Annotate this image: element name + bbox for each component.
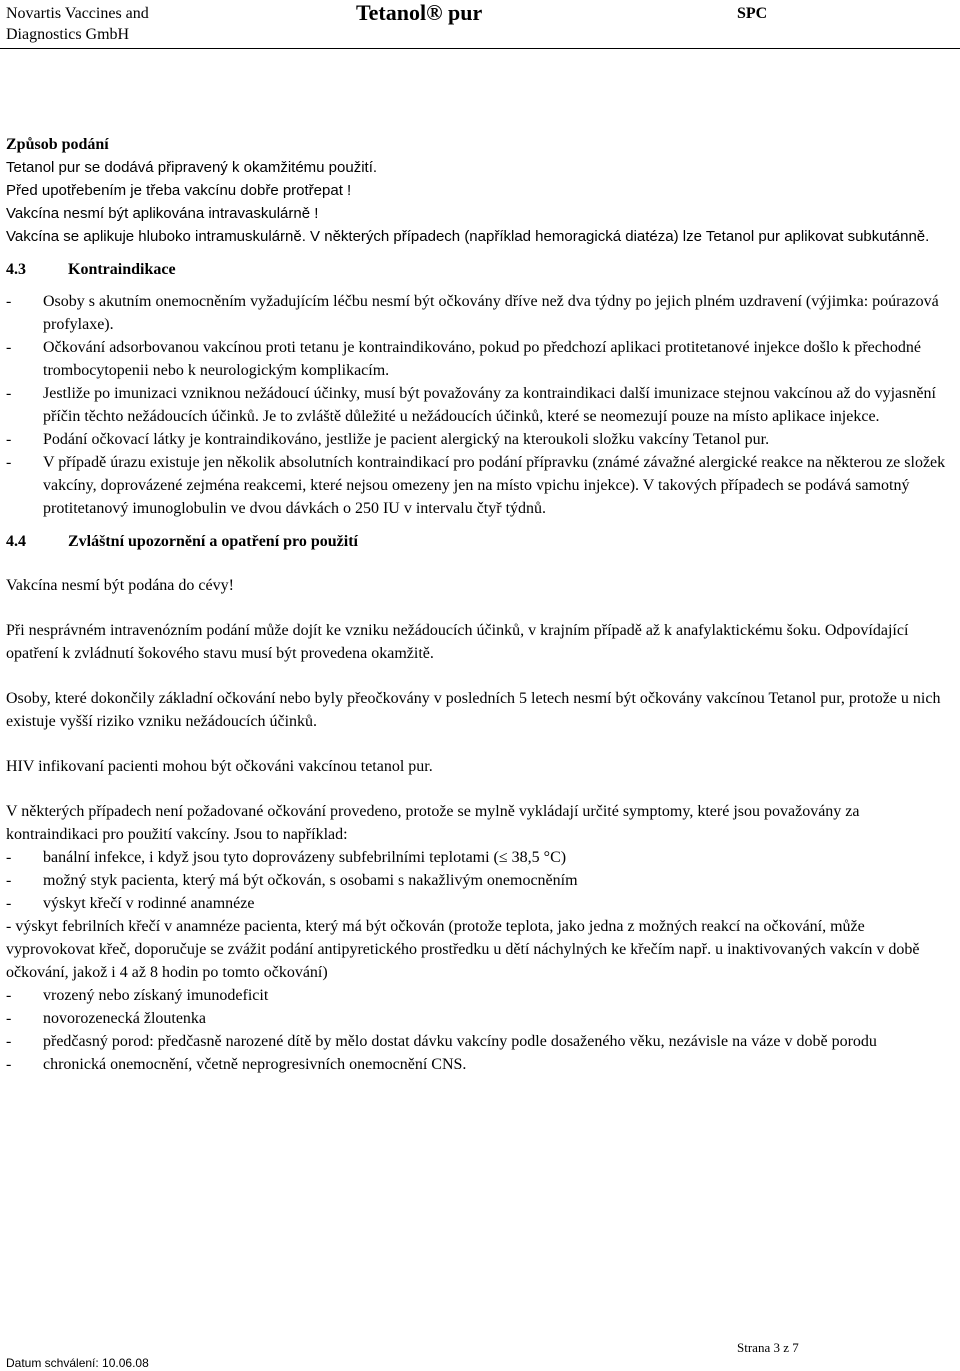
page-header — [0, 0, 960, 49]
admin-line: Před upotřebením je třeba vakcínu dobře protřepat ! — [6, 182, 352, 199]
misconception-list — [6, 846, 946, 915]
administration-section — [6, 133, 946, 248]
list-item: - Očkování adsorbovanou vakcínou proti tetanu je kontraindikováno, pokud po předchozí aplikaci protitetanové injekce došlo k přechodné trombocytopenii nebo k neurologickým komplikacím. — [6, 336, 946, 382]
paragraph: HIV infikovaní pacienti mohou být očkováni vakcínou tetanol pur. — [6, 758, 433, 775]
list-item: - Osoby s akutním onemocněním vyžadujícím léčbu nesmí být očkovány dříve než dva týdny po jejich plném uzdravení (výjimka: poúrazová profylaxe). — [6, 290, 946, 336]
approval-date: Datum schválení: 10.06.08 — [6, 1356, 149, 1370]
section-title: Kontraindikace — [68, 261, 176, 278]
list-item: - Jestliže po imunizaci vzniknou nežádoucí účinky, musí být považovány za kontraindikaci další imunizace stejnou vakcínou až do vyjasnění příčin těchto nežádoucích účinků. Je to zvláště důležité u nežádoucích účinků, které se neomezují pouze na místo aplikace injekce. — [6, 382, 946, 428]
list-item: - banální infekce, i když jsou tyto doprovázeny subfebrilními teplotami (≤ 38,5 °C) — [6, 846, 946, 869]
section-4-3-heading — [6, 258, 946, 281]
admin-line: Vakcína se aplikuje hluboko intramuskulárně. V některých případech (například hemoragická diatéza) lze Tetanol pur aplikovat subkutánně. — [6, 228, 930, 245]
list-item: - chronická onemocnění, včetně neprogresivních onemocnění CNS. — [6, 1053, 946, 1076]
product-title: Tetanol® pur — [356, 0, 483, 25]
paragraph: Osoby, které dokončily základní očkování nebo byly přeočkovány v posledních 5 letech nesmí být očkovány vakcínou Tetanol pur, protože u nich existuje vyšší riziko vzniku nežádoucích účinků. — [6, 690, 941, 730]
paragraph: Vakcína nesmí být podána do cévy! — [6, 577, 234, 594]
company-name: Novartis Vaccines and Diagnostics GmbH — [6, 5, 149, 43]
list-item: - předčasný porod: předčasně narozené dítě by mělo dostat dávku vakcíny podle dosaženého věku, nezávisle na váze v době porodu — [6, 1030, 946, 1053]
section-number: 4.4 — [6, 533, 26, 550]
list-item: - Podání očkovací látky je kontraindikováno, jestliže je pacient alergický na kteroukoli složku vakcíny Tetanol pur. — [6, 428, 946, 451]
febrile-convulsions-item: - výskyt febrilních křečí v anamnéze pacienta, který má být očkován (protože teplota, jako jedna z možných reakcí na očkování, může vyprovokovat křeč, doporučuje se zvážit podání antipyretického prostředku u dětí náchylných ke křečím např. u inaktivovaných vakcín v době očkování, jakož i 4 až 8 hodin po tomto očkování) — [6, 918, 920, 981]
list-item: - V případě úrazu existuje jen několik absolutních kontraindikací pro podání přípravku (známé závažné alergické reakce na některou ze složek vakcíny, doprovázené zejména reakcemi, které nejsou omezeny jen na místo vpichu injekce). V takových případech se podává samotný protitetanový imunoglobulin ve dvou dávkách o 250 IU v intervalu čtyř týdnů. — [6, 451, 946, 520]
list-item: - výskyt křečí v rodinné anamnéze — [6, 892, 946, 915]
admin-line: Tetanol pur se dodává připravený k okamžitému použití. — [6, 159, 378, 176]
page-number: Strana 3 z 7 — [737, 1340, 799, 1355]
list-item: - vrozený nebo získaný imunodeficit — [6, 984, 946, 1007]
paragraph: V některých případech není požadované očkování provedeno, protože se mylně vykládají určité symptomy, které jsou považovány za kontraindikaci pro použití vakcíny. Jsou to například: — [6, 803, 860, 843]
paragraph: Při nesprávném intravenózním podání může dojít ke vzniku nežádoucích účinků, v krajním případě až k anafylaktickému šoku. Odpovídající opatření k zvládnutí šokového stavu musí být provedena okamžitě. — [6, 622, 909, 662]
document-body — [6, 133, 946, 1076]
document-type: SPC — [737, 5, 768, 22]
section-4-4-heading — [6, 530, 946, 553]
section-title: Zvláštní upozornění a opatření pro použití — [68, 533, 358, 550]
contraindications-list — [6, 290, 946, 520]
misconception-list-continued — [6, 984, 946, 1076]
admin-line: Vakcína nesmí být aplikována intravaskulárně ! — [6, 205, 319, 222]
administration-heading: Způsob podání — [6, 136, 109, 153]
section-number: 4.3 — [6, 261, 26, 278]
list-item: - možný styk pacienta, který má být očkován, s osobami s nakažlivým onemocněním — [6, 869, 946, 892]
list-item: - novorozenecká žloutenka — [6, 1007, 946, 1030]
